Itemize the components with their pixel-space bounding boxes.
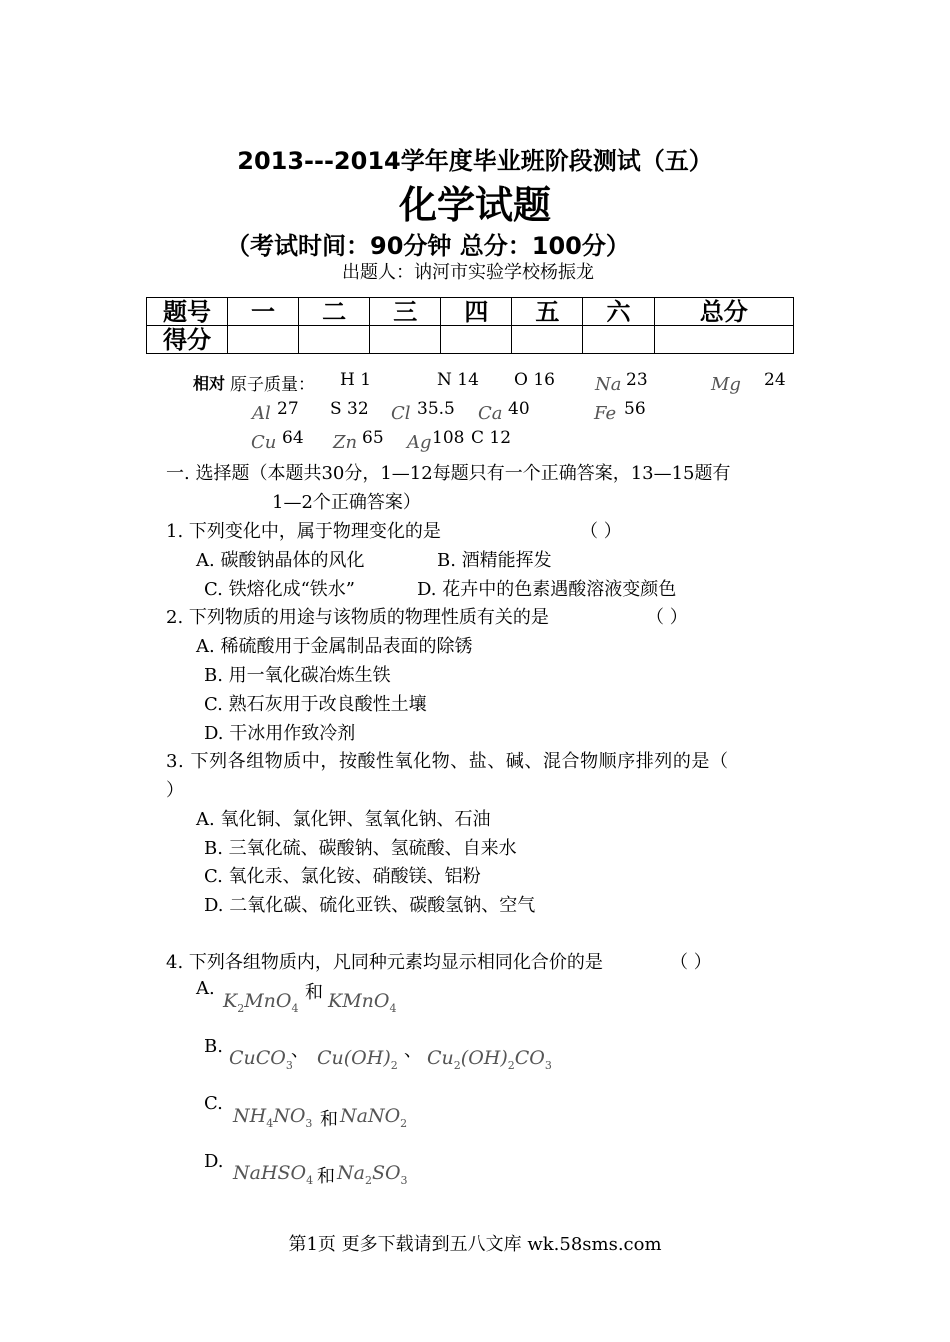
score-table-cell: 总分 [654, 298, 793, 326]
score-table [146, 297, 794, 354]
formula-nh4no3: $NH_4NO_3$ [233, 1105, 313, 1130]
section-heading: 一. 选择题（本题共30分，1—12每题只有一个正确答案，13—15题有 [166, 463, 731, 484]
score-table-header-row [147, 298, 794, 326]
option-c-and: 和 [320, 1109, 338, 1130]
score-table-cell: 题号 [147, 298, 228, 326]
mass-fe-value: 56 [624, 399, 646, 419]
atomic-masses-label-bold: 相对 [193, 374, 226, 393]
option-b-label: B. [204, 1036, 223, 1057]
mass-na-value: 23 [626, 370, 648, 390]
formula-cu-oh-2: $Cu(OH)_2$ [317, 1047, 398, 1072]
option-a-label: A. [196, 978, 215, 999]
formula-cuco3: CuCO$_3$ [229, 1047, 293, 1072]
mass-cu-symbol: Cu [251, 432, 277, 453]
mass-mg-symbol: Mg [711, 374, 741, 395]
mass-ca-symbol: Ca [478, 403, 503, 424]
option-a: A. 稀硫酸用于金属制品表面的除锈 [196, 636, 473, 657]
option-b: B. 酒精能挥发 [437, 550, 552, 571]
exam-info: （考试时间：90分钟 总分：100分） [226, 232, 630, 260]
mass-ag-symbol: Ag [407, 432, 432, 453]
mass-al-value: 27 [277, 399, 299, 419]
mass-cu-value: 64 [282, 428, 304, 448]
formula-k2mno4: $K_2MnO_4$ [223, 990, 299, 1015]
formula-kmno4: KMnO$_4$ [328, 990, 397, 1015]
option-b: B. 三氧化硫、碳酸钠、氢硫酸、自来水 [204, 838, 517, 859]
formula-cu2-oh-2-co3: $Cu_2(OH)_2CO_3$ [427, 1047, 552, 1072]
score-table-cell: 五 [512, 298, 583, 326]
mass-s: S 32 [330, 399, 369, 419]
score-input-cell[interactable] [370, 326, 441, 354]
score-table-cell: 得分 [147, 326, 228, 354]
option-d-label: D. [204, 1151, 224, 1172]
mass-na-symbol: Na [595, 374, 622, 395]
option-d: D. 干冰用作致冷剂 [204, 723, 356, 744]
option-c-label: C. [204, 1093, 223, 1114]
subject-title: 化学试题 [398, 183, 551, 227]
score-table-cell: 三 [370, 298, 441, 326]
mass-mg-value: 24 [764, 370, 786, 390]
formula-nano2: NaNO$_2$ [340, 1105, 408, 1130]
score-table-cell: 六 [583, 298, 654, 326]
option-c: C. 铁熔化成“铁水” [204, 579, 355, 600]
question-stem: 2. 下列物质的用途与该物质的物理性质有关的是 [166, 607, 549, 628]
section-heading-cont: 1—2个正确答案） [272, 492, 421, 513]
question-stem-cont: ） [166, 780, 184, 801]
option-a: A. 氧化铜、氯化钾、氢氧化钠、石油 [196, 809, 491, 830]
mass-zn-symbol: Zn [333, 432, 358, 453]
score-table-score-row [147, 326, 794, 354]
option-b: B. 用一氧化碳冶炼生铁 [204, 665, 391, 686]
score-input-cell[interactable] [512, 326, 583, 354]
mass-al-symbol: Al [252, 403, 271, 424]
score-table-cell: 四 [441, 298, 512, 326]
mass-o: O 16 [514, 370, 555, 390]
mass-fe-symbol: Fe [594, 403, 617, 424]
score-input-cell[interactable] [299, 326, 370, 354]
exam-series-title: 2013---2014学年度毕业班阶段测试（五） [237, 147, 713, 175]
mass-c: C 12 [471, 428, 512, 448]
formula-na2so3: $Na_2SO_3$ [337, 1162, 408, 1187]
option-b-sep: 、 [291, 1040, 309, 1061]
option-d: D. 二氧化碳、硫化亚铁、碳酸氢钠、空气 [204, 895, 536, 916]
option-c: C. 氧化汞、氯化铵、硝酸镁、铝粉 [204, 866, 481, 887]
option-a-and: 和 [305, 982, 323, 1003]
score-input-cell[interactable] [441, 326, 512, 354]
option-a: A. 碳酸钠晶体的风化 [196, 550, 365, 571]
option-c: C. 熟石灰用于改良酸性土壤 [204, 694, 427, 715]
mass-n: N 14 [437, 370, 479, 390]
score-input-cell[interactable] [228, 326, 299, 354]
answer-paren: （ ） [646, 607, 688, 628]
mass-cl-symbol: Cl [391, 403, 411, 424]
option-d-and: 和 [317, 1166, 335, 1187]
score-input-cell[interactable] [583, 326, 654, 354]
mass-zn-value: 65 [362, 428, 384, 448]
option-d: D. 花卉中的色素遇酸溶液变颜色 [417, 579, 677, 600]
question-stem: 1. 下列变化中，属于物理变化的是 [166, 521, 441, 542]
mass-cl-value: 35.5 [417, 399, 455, 419]
page-footer: 第1页 更多下载请到五八文库 wk.58sms.com [288, 1234, 662, 1255]
author-line: 出题人：讷河市实验学校杨振龙 [342, 262, 594, 283]
mass-ca-value: 40 [508, 399, 530, 419]
mass-h: H 1 [340, 370, 372, 390]
mass-ag-value: 108 [432, 428, 465, 448]
answer-paren: （ ） [580, 521, 622, 542]
question-stem: 3. 下列各组物质中，按酸性氧化物、盐、碱、混合物顺序排列的是（ [166, 751, 729, 772]
option-b-sep: 、 [404, 1040, 422, 1061]
question-stem: 4. 下列各组物质内，凡同种元素均显示相同化合价的是 [166, 952, 603, 973]
atomic-masses-label: 原子质量： [230, 375, 315, 395]
score-table-cell: 一 [228, 298, 299, 326]
formula-nahso4: NaHSO$_4$ [233, 1162, 314, 1187]
score-table-cell: 二 [299, 298, 370, 326]
score-input-cell[interactable] [654, 326, 793, 354]
answer-paren: （ ） [670, 952, 712, 973]
